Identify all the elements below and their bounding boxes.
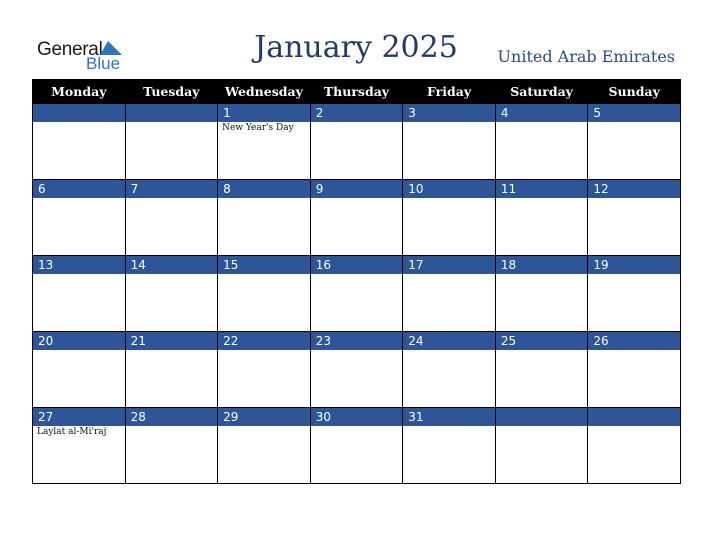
day-cell	[125, 332, 218, 408]
holiday-label: Laylat al-Mi'raj	[37, 427, 107, 437]
week-row	[33, 256, 681, 332]
day-cell	[403, 256, 496, 332]
day-cell	[33, 180, 126, 256]
day-cell	[310, 408, 403, 484]
day-number	[126, 104, 218, 122]
day-cell	[588, 104, 681, 180]
week-row	[33, 104, 681, 180]
day-number: 3	[403, 104, 495, 122]
day-number: 20	[33, 332, 125, 350]
logo-word-blue: Blue	[86, 54, 121, 73]
day-number: 9	[311, 180, 403, 198]
day-cell	[310, 256, 403, 332]
weekday-header: Tuesday	[125, 80, 218, 104]
weekday-header: Wednesday	[218, 80, 311, 104]
day-cell	[218, 104, 311, 180]
weekday-header-row	[33, 80, 681, 104]
day-cell	[125, 256, 218, 332]
day-cell	[33, 104, 126, 180]
day-cell	[588, 408, 681, 484]
weekday-header: Monday	[33, 80, 126, 104]
day-number: 31	[403, 408, 495, 426]
day-number	[588, 408, 680, 426]
day-number: 22	[218, 332, 310, 350]
day-number: 19	[588, 256, 680, 274]
day-cell	[218, 408, 311, 484]
day-cell	[495, 180, 588, 256]
calendar-title: January 2025	[254, 30, 458, 65]
day-cell	[495, 332, 588, 408]
day-number: 30	[311, 408, 403, 426]
day-number: 16	[311, 256, 403, 274]
day-cell	[588, 256, 681, 332]
day-number: 2	[311, 104, 403, 122]
week-row	[33, 332, 681, 408]
day-cell	[125, 104, 218, 180]
day-number: 21	[126, 332, 218, 350]
day-number: 1	[218, 104, 310, 122]
day-number	[33, 104, 125, 122]
weekday-header: Saturday	[495, 80, 588, 104]
day-number: 15	[218, 256, 310, 274]
day-number: 24	[403, 332, 495, 350]
weekday-header: Friday	[403, 80, 496, 104]
day-cell	[125, 408, 218, 484]
day-number: 29	[218, 408, 310, 426]
day-number: 28	[126, 408, 218, 426]
day-cell	[218, 332, 311, 408]
day-number: 14	[126, 256, 218, 274]
day-cell	[310, 332, 403, 408]
weekday-header: Sunday	[588, 80, 681, 104]
day-number: 25	[496, 332, 588, 350]
day-cell	[588, 332, 681, 408]
day-cell	[33, 332, 126, 408]
day-number: 11	[496, 180, 588, 198]
week-row	[33, 180, 681, 256]
day-cell	[403, 180, 496, 256]
day-number: 10	[403, 180, 495, 198]
day-cell	[125, 180, 218, 256]
country-name: United Arab Emirates	[497, 47, 675, 66]
day-cell	[33, 408, 126, 484]
day-number: 4	[496, 104, 588, 122]
holiday-label: New Year's Day	[222, 123, 294, 133]
day-number: 5	[588, 104, 680, 122]
day-number: 27	[33, 408, 125, 426]
day-number: 26	[588, 332, 680, 350]
day-number: 12	[588, 180, 680, 198]
day-number	[496, 408, 588, 426]
day-number: 13	[33, 256, 125, 274]
day-number: 7	[126, 180, 218, 198]
day-cell	[218, 256, 311, 332]
day-cell	[310, 104, 403, 180]
week-row	[33, 408, 681, 484]
day-cell	[495, 408, 588, 484]
day-cell	[495, 104, 588, 180]
day-number: 6	[33, 180, 125, 198]
day-cell	[588, 180, 681, 256]
day-number: 17	[403, 256, 495, 274]
day-cell	[403, 332, 496, 408]
day-number: 8	[218, 180, 310, 198]
day-number: 23	[311, 332, 403, 350]
day-cell	[403, 104, 496, 180]
day-number: 18	[496, 256, 588, 274]
day-cell	[495, 256, 588, 332]
logo-word-general: General	[37, 39, 103, 60]
day-cell	[403, 408, 496, 484]
weekday-header: Thursday	[310, 80, 403, 104]
day-cell	[33, 256, 126, 332]
day-cell	[310, 180, 403, 256]
day-cell	[218, 180, 311, 256]
calendar-grid	[32, 79, 681, 484]
